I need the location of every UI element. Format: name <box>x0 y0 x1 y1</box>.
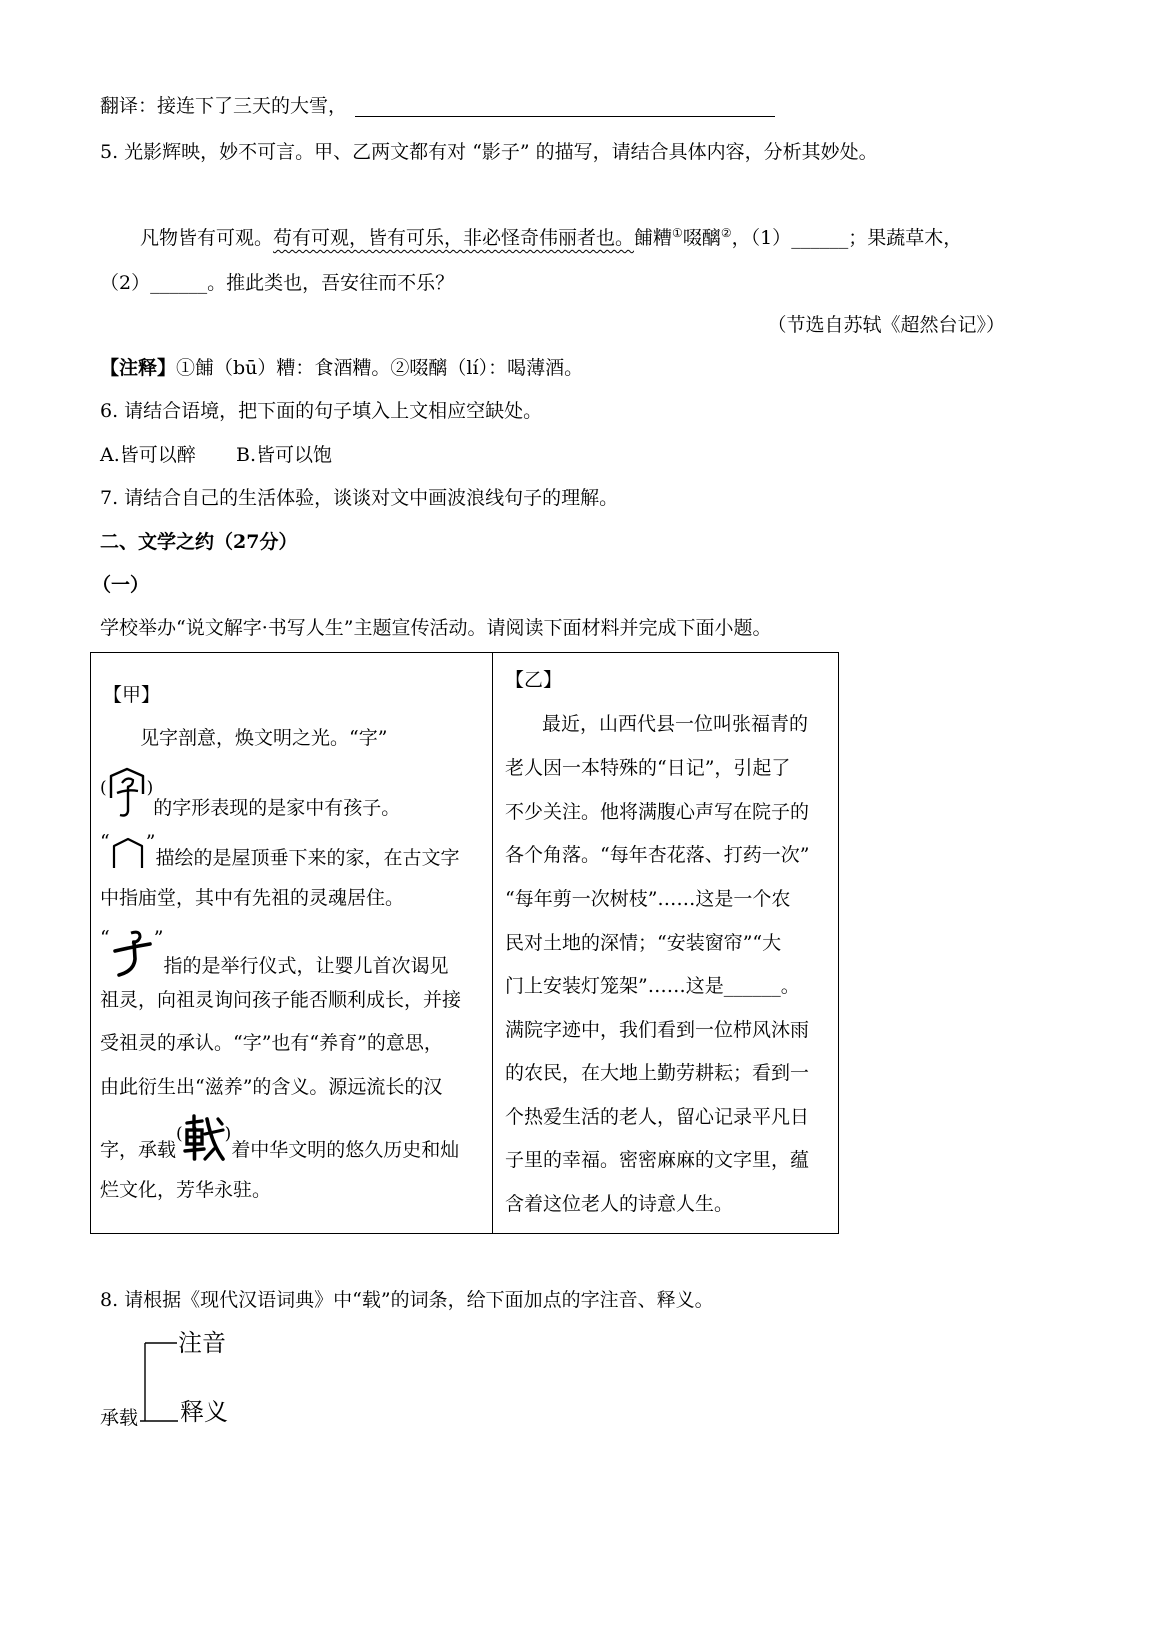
ancient-roof-glyph <box>110 836 146 870</box>
paren-close: ) <box>224 1124 232 1144</box>
jia-line-9-text-before: 字，承载 <box>100 1139 177 1161</box>
jia-line-1: 见字剖意，焕文明之光。“字” <box>140 727 388 749</box>
notes-line <box>100 356 583 380</box>
question-7: 7. 请结合自己的生活体验，谈谈对文中画波浪线句子的理解。 <box>100 487 619 509</box>
paren-open: ( <box>176 1124 183 1144</box>
option-b: B.皆可以饱 <box>236 444 333 466</box>
jia-line-6: 祖灵，向祖灵询问孩子能否顺利成长，并接 <box>100 989 462 1011</box>
question-5: 5. 光影辉映，妙不可言。甲、乙两文都有对 “影子” 的描写，请结合具体内容，分析其妙处。 <box>100 141 878 163</box>
passage-source: （节选自苏轼《超然台记》） <box>767 314 1005 336</box>
yi-line: 个热爱生活的老人，留心记录平凡日 <box>505 1106 810 1128</box>
diagram-term: 承载 <box>100 1407 139 1429</box>
jia-line-3-text: 描绘的是屋顶垂下来的家，在古文字 <box>155 847 460 869</box>
passage-text: 凡物皆有可观。 <box>140 227 274 249</box>
passage-line-2 <box>100 271 454 295</box>
passage-text: （2） <box>100 272 151 294</box>
jia-line-10: 烂文化，芳华永驻。 <box>100 1179 272 1201</box>
passage-text: 啜醨 <box>682 227 721 249</box>
passage-text: 餔糟 <box>634 227 673 249</box>
yi-line: 子里的幸福。密密麻麻的文字里，蕴 <box>505 1149 810 1171</box>
jia-line-7: 受祖灵的承认。“字”也有“养育”的意思， <box>100 1032 443 1054</box>
paren-open: ( <box>100 778 107 798</box>
question-8: 8. 请根据《现代汉语词典》中“载”的词条，给下面加点的字注音、释义。 <box>100 1289 714 1311</box>
wavy-underlined-sentence: 苟有可观，皆有可乐，非必怪奇伟丽者也。 <box>273 227 635 249</box>
jia-line-5-text: 指的是举行仪式，让婴儿首次谒见 <box>163 955 449 977</box>
jia-line-9 <box>100 1112 459 1162</box>
ancient-child-glyph <box>110 928 154 978</box>
note-marker-1: ① <box>672 226 683 240</box>
section-intro: 学校举办“说文解字·书写人生”主题宣传活动。请阅读下面材料并完成下面小题。 <box>100 617 772 639</box>
material-jia-heading: 【甲】 <box>103 684 161 706</box>
table-column-divider <box>492 652 493 1233</box>
jia-line-4: 中指庙堂，其中有先祖的灵魂居住。 <box>100 887 405 909</box>
quote-close: ” <box>145 831 156 853</box>
paren-close: ) <box>146 778 154 798</box>
yi-line: 门上安装灯笼架”……这是______。 <box>505 975 800 997</box>
translation-prompt: 翻译：接连下了三天的大雪， <box>100 95 348 117</box>
quote-open: “ <box>100 831 110 853</box>
notes-label: 【注释】 <box>100 357 177 379</box>
ancient-zi-glyph <box>107 766 147 820</box>
yi-line: 最近，山西代县一位叫张福青的 <box>542 713 809 735</box>
notes-text: ①餔（bū）糟：食酒糟。②啜醨（lí）：喝薄酒。 <box>176 357 584 379</box>
jia-line-2-text: 的字形表现的是家中有孩子。 <box>153 797 401 819</box>
yi-line: 含着这位老人的诗意人生。 <box>505 1193 734 1215</box>
ancient-zai-glyph <box>183 1114 225 1162</box>
jia-line-5 <box>100 926 448 978</box>
yi-line: 老人因一本特殊的“日记”，引起了 <box>505 757 791 779</box>
jia-line-3 <box>100 830 459 870</box>
material-yi-heading: 【乙】 <box>505 669 563 691</box>
jia-line-2 <box>100 766 400 820</box>
passage-text: ；果蔬草木， <box>848 227 963 249</box>
question-6: 6. 请结合语境，把下面的句子填入上文相应空缺处。 <box>100 400 543 422</box>
jia-line-8: 由此衍生出“滋养”的含义。源远流长的汉 <box>100 1076 443 1098</box>
quote-close: ” <box>153 927 164 949</box>
quote-open: “ <box>100 927 110 949</box>
note-marker-2: ② <box>720 226 732 240</box>
diagram-branch-meaning: 释义 <box>180 1398 228 1426</box>
yi-line: 的农民，在大地上勤劳耕耘；看到一 <box>505 1062 810 1084</box>
yi-line: 民对土地的深情；“安装窗帘”“大 <box>505 932 782 954</box>
diagram-branch-pinyin: 注音 <box>178 1329 226 1357</box>
passage-line-1 <box>140 226 962 252</box>
section-title: 二、文学之约（27分） <box>100 531 298 553</box>
translation-answer-line <box>355 116 775 117</box>
yi-line: “每年剪一次树枝”……这是一个农 <box>505 888 791 910</box>
section-part: （一） <box>92 574 150 596</box>
yi-line: 满院字迹中，我们看到一位栉风沐雨 <box>505 1019 810 1041</box>
blank-1: ______ <box>791 227 849 249</box>
jia-line-9-text-after: 着中华文明的悠久历史和灿 <box>231 1139 460 1161</box>
blank-2: ______ <box>150 272 208 294</box>
option-a: A.皆可以醉 <box>100 444 196 466</box>
passage-text: 。推此类也，吾安往而不乐？ <box>207 272 455 294</box>
passage-text: ，（1） <box>731 227 792 249</box>
yi-line: 不少关注。他将满腹心声写在院子的 <box>505 801 810 823</box>
yi-line: 各个角落。“每年杏花落、打药一次” <box>505 844 810 866</box>
